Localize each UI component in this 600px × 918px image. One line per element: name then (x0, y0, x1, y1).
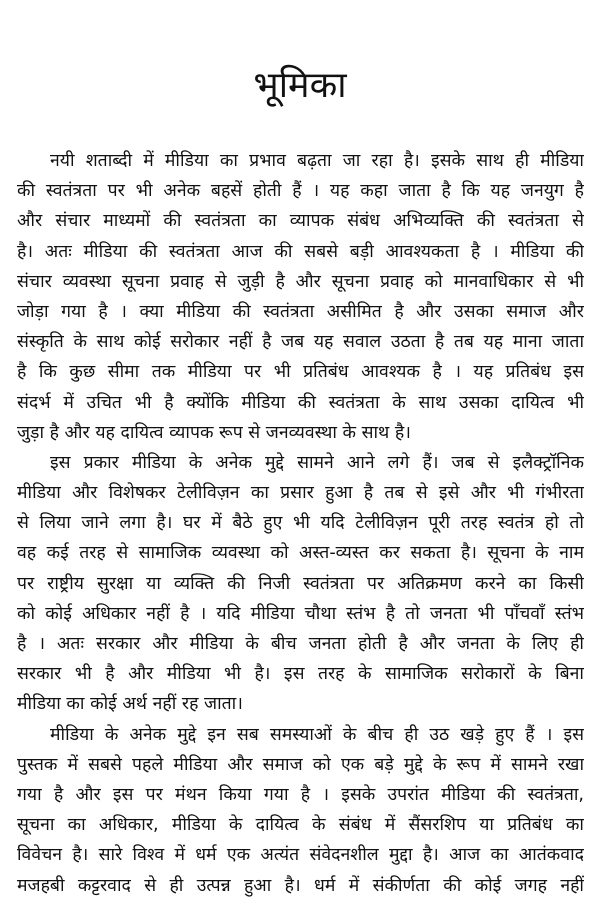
text-line: गया है और इस पर मंथन किया गया है । इसके उपरांत मीडिया की स्वतंत्रता, (17, 784, 584, 805)
text-line: वह कई तरह से सामाजिक व्यवस्था को अस्त-व्यस्त कर सकता है। सूचना के नाम (17, 543, 584, 564)
text-line: है। अतः मीडिया की स्वतंत्रता आज की सबसे बड़ी आवश्यकता है । मीडिया की (17, 241, 584, 262)
text-line: मीडिया और विशेषकर टेलीविज़न का प्रसार हुआ है तब से इसे और भी गंभीरता (17, 483, 584, 504)
text-line: मजहबी कट्टरवाद से ही उत्पन्न हुआ है। धर्म में संकीर्णता की कोई जगह नहीं (17, 875, 584, 896)
text-line: मीडिया के अनेक मुद्दे इन सब समस्याओं के बीच ही उठ खड़े हुए हैं । इस (50, 724, 584, 745)
body-text (17, 146, 584, 901)
text-line: पुस्तक में सबसे पहले मीडिया और समाज को एक बड़े मुद्दे के रूप में सामने रखा (17, 754, 584, 775)
text-line: पर राष्ट्रीय सुरक्षा या व्यक्ति की निजी स्वतंत्रता पर अतिक्रमण करने का किसी (17, 573, 584, 594)
text-line: को कोई अधिकार नहीं है । यदि मीडिया चौथा स्तंभ है तो जनता भी पाँचवाँ स्तंभ (17, 603, 584, 624)
text-line: संचार व्यवस्था सूचना प्रवाह से जुड़ी है और सूचना प्रवाह को मानवाधिकार से भी (17, 271, 584, 292)
text-line: से लिया जाने लगा है। घर में बैठे हुए भी यदि टेलीविज़न पूरी तरह स्वतंत्र हो तो (17, 513, 584, 534)
text-line: मीडिया का कोई अर्थ नहीं रह जाता। (17, 694, 243, 715)
text-line: सूचना का अधिकार, मीडिया के दायित्व के संबंध में सैंसरशिप या प्रतिबंध का (17, 815, 584, 836)
text-line: सरकार भी है और मीडिया भी है। इस तरह के सामाजिक सरोकारों के बिना (17, 664, 584, 685)
text-line: जोड़ा गया है । क्या मीडिया की स्वतंत्रता असीमित है और उसका समाज और (17, 301, 584, 322)
text-line: इस प्रकार मीडिया के अनेक मुद्दे सामने आने लगे हैं। जब से इलैक्ट्रॉनिक (50, 452, 584, 473)
page-title: भूमिका (253, 65, 347, 106)
text-line: की स्वतंत्रता पर भी अनेक बहसें होती हैं । यह कहा जाता है कि यह जनयुग है (17, 181, 584, 202)
text-line: संस्कृति के साथ कोई सरोकार नहीं है जब यह सवाल उठता है तब यह माना जाता (17, 332, 584, 353)
text-line: विवेचन है। सारे विश्व में धर्म एक अत्यंत संवेदनशील मुद्दा है। आज का आतंकवाद (17, 845, 584, 866)
text-line: नयी शताब्दी में मीडिया का प्रभाव बढ़ता जा रहा है। इसके साथ ही मीडिया (50, 151, 584, 171)
text-line: है कि कुछ सीमा तक मीडिया पर भी प्रतिबंध आवश्यक है । यह प्रतिबंध इस (17, 362, 584, 383)
text-line: जुड़ा है और यह दायित्व व्यापक रूप से जनव्यवस्था के साथ है। (17, 422, 411, 443)
text-line: संदर्भ में उचित भी है क्योंकि मीडिया की स्वतंत्रता के साथ उसका दायित्व भी (17, 392, 584, 413)
text-line: और संचार माध्यमों की स्वतंत्रता का व्यापक संबंध अभिव्यक्ति की स्वतंत्रता से (17, 211, 584, 232)
text-line: है । अतः सरकार और मीडिया के बीच जनता होती है और जनता के लिए ही (17, 634, 584, 654)
